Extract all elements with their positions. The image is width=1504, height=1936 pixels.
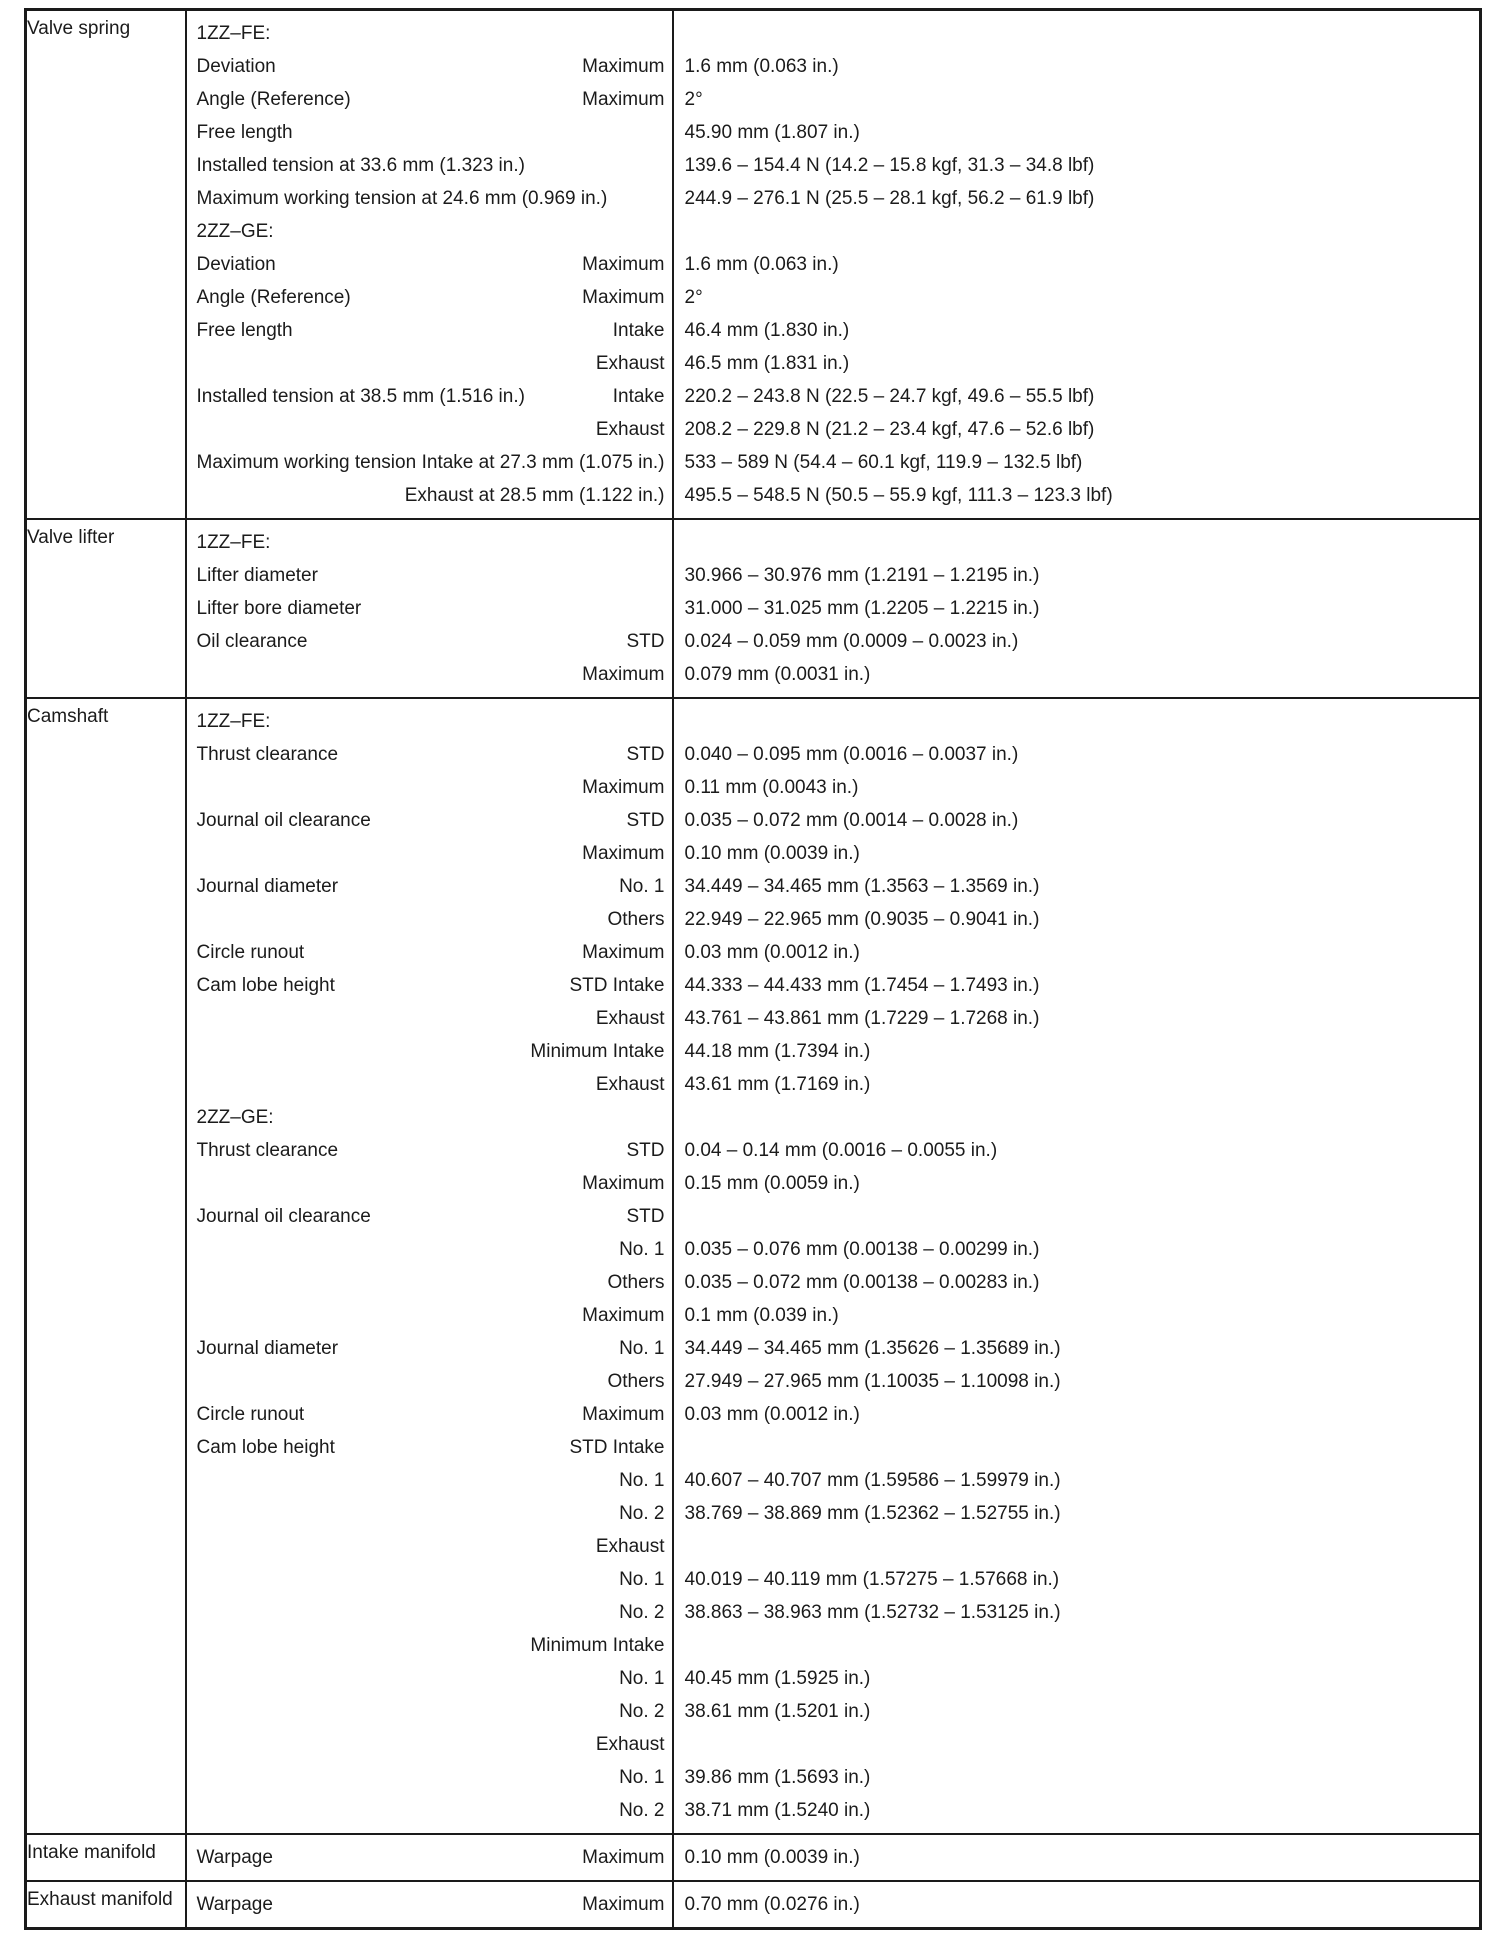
item-qualifier: No. 1 (619, 1469, 665, 1491)
item-qualifier: Maximum (582, 842, 665, 864)
item-label: Angle (Reference) (196, 286, 351, 308)
spec-value-line: 38.71 mm (1.5240 in.) (684, 1799, 871, 1821)
spec-value-line: 0.040 – 0.095 mm (0.0016 – 0.0037 in.) (684, 743, 1019, 765)
item-qualifier: Exhaust (595, 1535, 665, 1557)
item-qualifier: STD Intake (569, 1436, 665, 1458)
item-qualifier: Maximum (582, 1304, 665, 1326)
spec-value-line: 0.035 – 0.072 mm (0.0014 – 0.0028 in.) (684, 809, 1019, 831)
spec-item-line (187, 1563, 672, 1596)
spec-value-line: 0.10 mm (0.0039 in.) (684, 842, 860, 864)
item-qualifier: Maximum (582, 1846, 665, 1868)
item-qualifier: No. 2 (619, 1601, 665, 1623)
spec-value-line: 2° (684, 88, 703, 110)
spec-item-line (187, 738, 672, 771)
item-label: Maximum working tension at 24.6 mm (0.969 in.) (196, 187, 608, 209)
item-label: 1ZZ–FE: (196, 22, 271, 44)
spec-item-line (187, 116, 672, 149)
spec-value-line: 533 – 589 N (54.4 – 60.1 kgf, 119.9 – 132.5 lbf) (684, 451, 1083, 473)
item-qualifier: STD Intake (569, 974, 665, 996)
spec-value-line (674, 1728, 1480, 1761)
spec-value-line: 0.11 mm (0.0043 in.) (684, 776, 859, 798)
spec-value-line (674, 17, 1480, 50)
spec-item-line (187, 1596, 672, 1629)
item-label: Angle (Reference) (196, 88, 351, 110)
spec-item-line (187, 1365, 672, 1398)
spec-value-line: 0.04 – 0.14 mm (0.0016 – 0.0055 in.) (684, 1139, 998, 1161)
spec-item-line (187, 1299, 672, 1332)
spec-item-line (187, 804, 672, 837)
item-qualifier: No. 1 (619, 1766, 665, 1788)
spec-item-line (187, 1728, 672, 1761)
spec-value-line: 244.9 – 276.1 N (25.5 – 28.1 kgf, 56.2 – 61.9 lbf) (684, 187, 1095, 209)
spec-item-line (187, 1035, 672, 1068)
spec-item-line (187, 1431, 672, 1464)
spec-value-line: 220.2 – 243.8 N (22.5 – 24.7 kgf, 49.6 – 55.5 lbf) (684, 385, 1095, 407)
item-qualifier: Maximum (582, 941, 665, 963)
item-qualifier: No. 2 (619, 1700, 665, 1722)
item-qualifier: STD (626, 809, 665, 831)
spec-item-line (187, 446, 672, 479)
item-label: Lifter bore diameter (196, 597, 362, 619)
spec-value-line: 208.2 – 229.8 N (21.2 – 23.4 kgf, 47.6 – 52.6 lbf) (684, 418, 1095, 440)
spec-item-line (187, 1629, 672, 1662)
spec-value-line: 44.333 – 44.433 mm (1.7454 – 1.7493 in.) (684, 974, 1040, 996)
spec-value-line: 38.863 – 38.963 mm (1.52732 – 1.53125 in.) (684, 1601, 1061, 1623)
spec-value-line: 43.761 – 43.861 mm (1.7229 – 1.7268 in.) (684, 1007, 1040, 1029)
spec-item-line (187, 625, 672, 658)
item-qualifier: Maximum (582, 1403, 665, 1425)
spec-value-line: 31.000 – 31.025 mm (1.2205 – 1.2215 in.) (684, 597, 1040, 619)
item-cell (186, 1834, 673, 1881)
item-qualifier: Exhaust (595, 352, 665, 374)
value-cell (673, 10, 1481, 520)
item-label: Thrust clearance (196, 1139, 339, 1161)
item-qualifier: STD (626, 1139, 665, 1161)
spec-value-line: 0.10 mm (0.0039 in.) (684, 1846, 860, 1868)
spec-value-line: 39.86 mm (1.5693 in.) (684, 1766, 871, 1788)
spec-item-line (187, 1464, 672, 1497)
item-qualifier: Minimum Intake (530, 1040, 665, 1062)
component-name: Intake manifold (26, 1834, 186, 1881)
spec-item-line (187, 83, 672, 116)
item-label: Journal diameter (196, 1337, 339, 1359)
item-label: Oil clearance (196, 630, 308, 652)
item-qualifier: STD (626, 743, 665, 765)
spec-item-line (187, 1068, 672, 1101)
spec-item-line (187, 1794, 672, 1827)
spec-item-line (187, 1332, 672, 1365)
spec-value-line: 38.61 mm (1.5201 in.) (684, 1700, 871, 1722)
item-label: Circle runout (196, 941, 305, 963)
item-cell (186, 698, 673, 1834)
item-label: 1ZZ–FE: (196, 710, 271, 732)
item-label: Lifter diameter (196, 564, 318, 586)
item-label: Deviation (196, 55, 276, 77)
spec-item-line (187, 1761, 672, 1794)
spec-value-line: 1.6 mm (0.063 in.) (684, 55, 839, 77)
item-qualifier: Others (607, 1370, 665, 1392)
spec-item-line (187, 592, 672, 625)
specifications-table-body (26, 10, 1481, 1929)
item-qualifier: Exhaust (595, 1073, 665, 1095)
item-qualifier: Intake at 27.3 mm (1.075 in.) (421, 451, 665, 473)
spec-item-line (187, 936, 672, 969)
spec-item-line (187, 1167, 672, 1200)
item-qualifier: Exhaust (595, 1007, 665, 1029)
table-row (26, 1834, 1481, 1881)
item-label: Installed tension at 33.6 mm (1.323 in.) (196, 154, 525, 176)
spec-value-line (674, 215, 1480, 248)
spec-value-line: 40.45 mm (1.5925 in.) (684, 1667, 871, 1689)
item-label: Journal diameter (196, 875, 339, 897)
spec-value-line: 34.449 – 34.465 mm (1.3563 – 1.3569 in.) (684, 875, 1040, 897)
item-qualifier: No. 2 (619, 1799, 665, 1821)
spec-item-line (187, 837, 672, 870)
item-qualifier: No. 1 (619, 875, 665, 897)
item-label: Installed tension at 38.5 mm (1.516 in.) (196, 385, 525, 407)
value-cell (673, 698, 1481, 1834)
spec-value-line (674, 526, 1480, 559)
component-name: Valve spring (26, 10, 186, 520)
spec-item-line (187, 1888, 672, 1921)
spec-value-line: 40.607 – 40.707 mm (1.59586 – 1.59979 in.) (684, 1469, 1061, 1491)
spec-value-line: 1.6 mm (0.063 in.) (684, 253, 839, 275)
spec-value-line: 495.5 – 548.5 N (50.5 – 55.9 kgf, 111.3 – 123.3 lbf) (684, 484, 1113, 506)
spec-item-line (187, 314, 672, 347)
item-qualifier: Maximum (582, 1172, 665, 1194)
item-label: 2ZZ–GE: (196, 220, 274, 242)
spec-item-line (187, 559, 672, 592)
item-qualifier: Intake (612, 319, 665, 341)
spec-item-line (187, 1695, 672, 1728)
spec-item-line (187, 215, 672, 248)
spec-value-line (674, 1530, 1480, 1563)
spec-item-line (187, 281, 672, 314)
spec-value-line: 27.949 – 27.965 mm (1.10035 – 1.10098 in.) (684, 1370, 1061, 1392)
item-qualifier: No. 2 (619, 1502, 665, 1524)
spec-value-line: 2° (684, 286, 703, 308)
value-cell (673, 1834, 1481, 1881)
item-label: Warpage (196, 1893, 273, 1915)
spec-value-line: 0.079 mm (0.0031 in.) (684, 663, 871, 685)
item-label: Cam lobe height (196, 974, 335, 996)
component-name: Valve lifter (26, 519, 186, 698)
spec-value-line: 0.024 – 0.059 mm (0.0009 – 0.0023 in.) (684, 630, 1019, 652)
item-qualifier: Others (607, 908, 665, 930)
spec-item-line (187, 248, 672, 281)
item-qualifier: Exhaust (595, 1733, 665, 1755)
spec-item-line (187, 347, 672, 380)
spec-value-line (674, 1629, 1480, 1662)
value-cell (673, 1881, 1481, 1929)
spec-value-line: 0.15 mm (0.0059 in.) (684, 1172, 860, 1194)
spec-item-line (187, 182, 672, 215)
spec-value-line: 30.966 – 30.976 mm (1.2191 – 1.2195 in.) (684, 564, 1040, 586)
spec-value-line: 43.61 mm (1.7169 in.) (684, 1073, 871, 1095)
spec-item-line (187, 1497, 672, 1530)
spec-item-line (187, 870, 672, 903)
item-label: 1ZZ–FE: (196, 531, 271, 553)
item-cell (186, 10, 673, 520)
spec-item-line (187, 1841, 672, 1874)
spec-item-line (187, 1002, 672, 1035)
item-label: Journal oil clearance (196, 1205, 371, 1227)
spec-item-line (187, 969, 672, 1002)
item-label: Thrust clearance (196, 743, 339, 765)
item-label: Deviation (196, 253, 276, 275)
spec-value-line: 44.18 mm (1.7394 in.) (684, 1040, 871, 1062)
item-qualifier: No. 1 (619, 1568, 665, 1590)
spec-item-line (187, 17, 672, 50)
item-qualifier: Maximum (582, 1893, 665, 1915)
spec-value-line (674, 705, 1480, 738)
spec-item-line (187, 479, 672, 512)
item-qualifier: Maximum (582, 88, 665, 110)
spec-item-line (187, 1398, 672, 1431)
spec-item-line (187, 1101, 672, 1134)
item-label: Warpage (196, 1846, 273, 1868)
spec-item-line (187, 658, 672, 691)
spec-value-line: 0.035 – 0.072 mm (0.00138 – 0.00283 in.) (684, 1271, 1040, 1293)
item-qualifier: Maximum (582, 286, 665, 308)
spec-item-line (187, 705, 672, 738)
spec-item-line (187, 1266, 672, 1299)
spec-item-line (187, 413, 672, 446)
specifications-table (24, 8, 1482, 1930)
item-qualifier: Exhaust (595, 418, 665, 440)
value-cell (673, 519, 1481, 698)
item-label: Maximum working tension (196, 451, 417, 473)
item-qualifier: STD (626, 630, 665, 652)
item-cell (186, 1881, 673, 1929)
table-row (26, 519, 1481, 698)
component-name: Exhaust manifold (26, 1881, 186, 1929)
item-qualifier: Maximum (582, 55, 665, 77)
spec-value-line (674, 1101, 1480, 1134)
spec-value-line: 46.4 mm (1.830 in.) (684, 319, 850, 341)
spec-item-line (187, 1134, 672, 1167)
item-qualifier: No. 1 (619, 1337, 665, 1359)
spec-item-line (187, 149, 672, 182)
spec-value-line (674, 1431, 1480, 1464)
spec-value-line: 0.035 – 0.076 mm (0.00138 – 0.00299 in.) (684, 1238, 1040, 1260)
spec-item-line (187, 1662, 672, 1695)
item-qualifier: Maximum (582, 253, 665, 275)
item-label: Circle runout (196, 1403, 305, 1425)
spec-value-line: 34.449 – 34.465 mm (1.35626 – 1.35689 in.) (684, 1337, 1061, 1359)
item-label: Journal oil clearance (196, 809, 371, 831)
spec-value-line: 0.70 mm (0.0276 in.) (684, 1893, 860, 1915)
spec-value-line: 0.03 mm (0.0012 in.) (684, 941, 860, 963)
item-qualifier: Intake (612, 385, 665, 407)
item-qualifier: Others (607, 1271, 665, 1293)
spec-value-line: 0.03 mm (0.0012 in.) (684, 1403, 860, 1425)
spec-item-line (187, 526, 672, 559)
item-qualifier: No. 1 (619, 1667, 665, 1689)
table-row (26, 1881, 1481, 1929)
table-row (26, 698, 1481, 1834)
spec-item-line (187, 771, 672, 804)
spec-item-line (187, 380, 672, 413)
item-qualifier: Exhaust at 28.5 mm (1.122 in.) (404, 484, 665, 506)
spec-item-line (187, 1233, 672, 1266)
spec-value-line: 139.6 – 154.4 N (14.2 – 15.8 kgf, 31.3 – 34.8 lbf) (684, 154, 1095, 176)
spec-item-line (187, 1200, 672, 1233)
item-qualifier: Minimum Intake (530, 1634, 665, 1656)
table-row (26, 10, 1481, 520)
spec-item-line (187, 903, 672, 936)
item-label: Cam lobe height (196, 1436, 335, 1458)
item-qualifier: Maximum (582, 776, 665, 798)
item-label: Free length (196, 319, 293, 341)
item-qualifier: No. 1 (619, 1238, 665, 1260)
spec-value-line: 45.90 mm (1.807 in.) (684, 121, 860, 143)
spec-value-line (674, 1200, 1480, 1233)
item-label: Free length (196, 121, 293, 143)
item-qualifier: Maximum (582, 663, 665, 685)
spec-value-line: 22.949 – 22.965 mm (0.9035 – 0.9041 in.) (684, 908, 1040, 930)
spec-value-line: 38.769 – 38.869 mm (1.52362 – 1.52755 in.) (684, 1502, 1061, 1524)
spec-value-line: 0.1 mm (0.039 in.) (684, 1304, 839, 1326)
spec-value-line: 40.019 – 40.119 mm (1.57275 – 1.57668 in.) (684, 1568, 1060, 1590)
component-name: Camshaft (26, 698, 186, 1834)
spec-item-line (187, 50, 672, 83)
spec-item-line (187, 1530, 672, 1563)
item-cell (186, 519, 673, 698)
item-label: 2ZZ–GE: (196, 1106, 274, 1128)
spec-value-line: 46.5 mm (1.831 in.) (684, 352, 850, 374)
item-qualifier: STD (626, 1205, 665, 1227)
